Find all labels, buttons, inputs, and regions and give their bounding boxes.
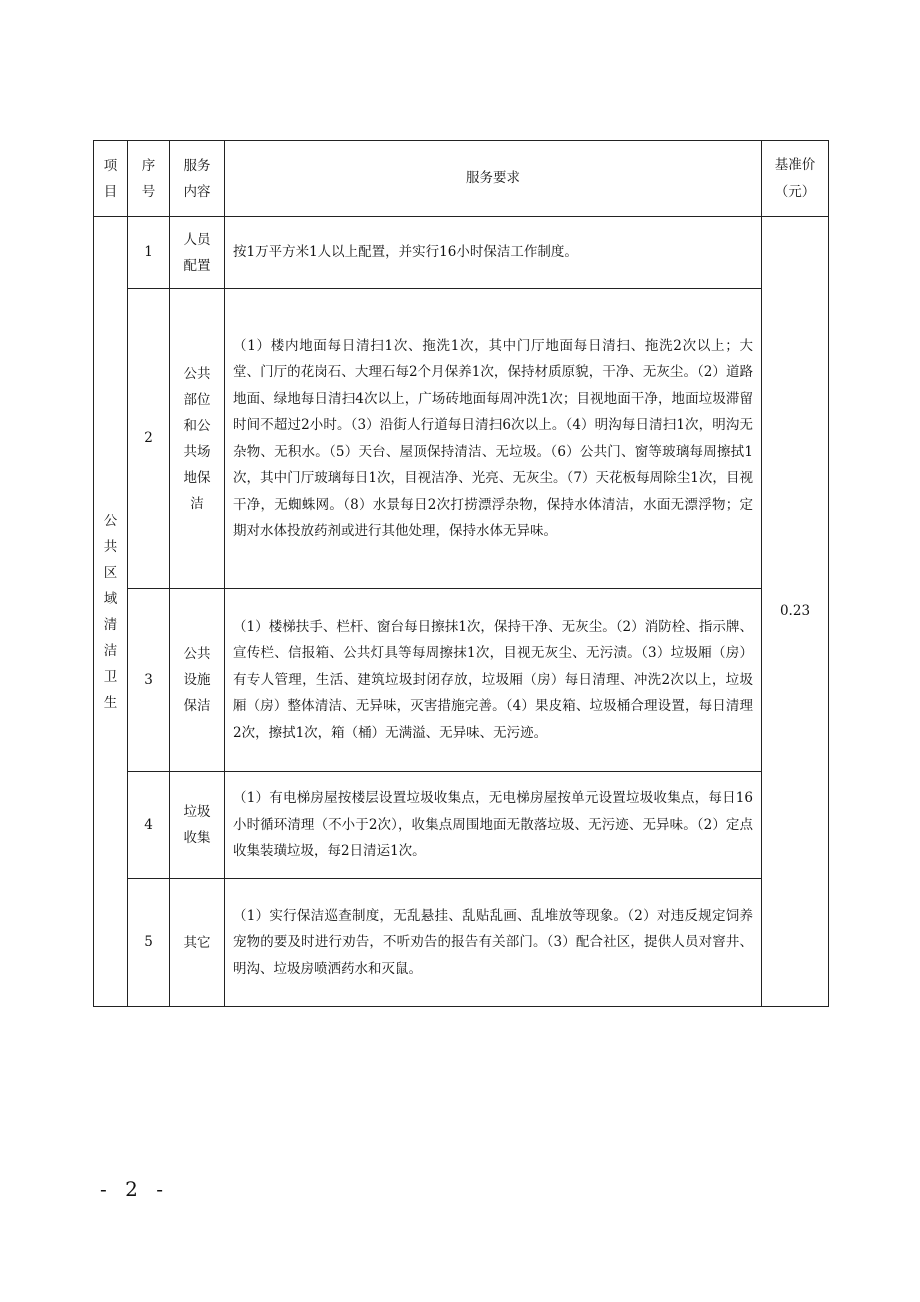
page-number: - 2 - xyxy=(100,1177,169,1201)
seq-cell: 2 xyxy=(128,289,170,589)
seq-cell: 4 xyxy=(128,772,170,879)
price-cell: 0.23 xyxy=(762,217,829,1007)
content-cell: 其它 xyxy=(170,879,225,1007)
requirement-cell: （1）实行保洁巡查制度，无乱悬挂、乱贴乱画、乱堆放等现象。（2）对违反规定饲养宠物的要及时进行劝告，不听劝告的报告有关部门。（3）配合社区，提供人员对窨井、明沟、垃圾房喷洒药水和灭鼠。 xyxy=(225,879,762,1007)
requirement-cell: （1）楼梯扶手、栏杆、窗台每日擦抹1次，保持干净、无灰尘。（2）消防栓、指示牌、宣传栏、信报箱、公共灯具等每周擦抹1次，目视无灰尘、无污渍。（3）垃圾厢（房）有专人管理，生活、建筑垃圾封闭存放，垃圾厢（房）每日清理、冲洗2次以上，垃圾厢（房）整体清洁、无异味，灭害措施完善。（4）果皮箱、垃圾桶合理设置，每日清理2次，擦拭1次，箱（桶）无满溢、无异味、无污迹。 xyxy=(225,589,762,772)
service-standard-table xyxy=(93,140,829,1007)
table-row xyxy=(94,879,829,1007)
content-cell: 公共设施保洁 xyxy=(170,589,225,772)
category-cell: 公共区域清洁卫生 xyxy=(94,217,128,1007)
requirement-cell: （1）楼内地面每日清扫1次、拖洗1次，其中门厅地面每日清扫、拖洗2次以上；大堂、门厅的花岗石、大理石每2个月保养1次，保持材质原貌，干净、无灰尘。（2）道路地面、绿地每日清扫4次以上，广场砖地面每周冲洗1次；目视地面干净，地面垃圾滞留时间不超过2小时。（3）沿街人行道每日清扫6次以上。（4）明沟每日清扫1次，明沟无杂物、无积水。（5）天台、屋顶保持清洁、无垃圾。（6）公共门、窗等玻璃每周擦拭1次，其中门厅玻璃每日1次，目视洁净、光亮、无灰尘。（7）天花板每周除尘1次，目视干净，无蜘蛛网。（8）水景每日2次打捞漂浮杂物，保持水体清洁，水面无漂浮物；定期对水体投放药剂或进行其他处理，保持水体无异味。 xyxy=(225,289,762,589)
requirement-cell: 按1万平方米1人以上配置，并实行16小时保洁工作制度。 xyxy=(225,217,762,289)
content-cell: 公共部位和公共场地保洁 xyxy=(170,289,225,589)
seq-cell: 5 xyxy=(128,879,170,1007)
seq-cell: 1 xyxy=(128,217,170,289)
table-row xyxy=(94,772,829,879)
header-item: 项目 xyxy=(94,141,128,217)
table-row xyxy=(94,589,829,772)
table-row xyxy=(94,289,829,589)
content-cell: 人员配置 xyxy=(170,217,225,289)
header-requirement: 服务要求 xyxy=(225,141,762,217)
header-price: 基准价（元） xyxy=(762,141,829,217)
seq-cell: 3 xyxy=(128,589,170,772)
table-row xyxy=(94,217,829,289)
header-content: 服务内容 xyxy=(170,141,225,217)
table-header-row xyxy=(94,141,829,217)
requirement-cell: （1）有电梯房屋按楼层设置垃圾收集点，无电梯房屋按单元设置垃圾收集点，每日16小时循环清理（不小于2次），收集点周围地面无散落垃圾、无污迹、无异味。（2）定点收集装璜垃圾，每2日清运1次。 xyxy=(225,772,762,879)
content-cell: 垃圾收集 xyxy=(170,772,225,879)
header-seq: 序号 xyxy=(128,141,170,217)
